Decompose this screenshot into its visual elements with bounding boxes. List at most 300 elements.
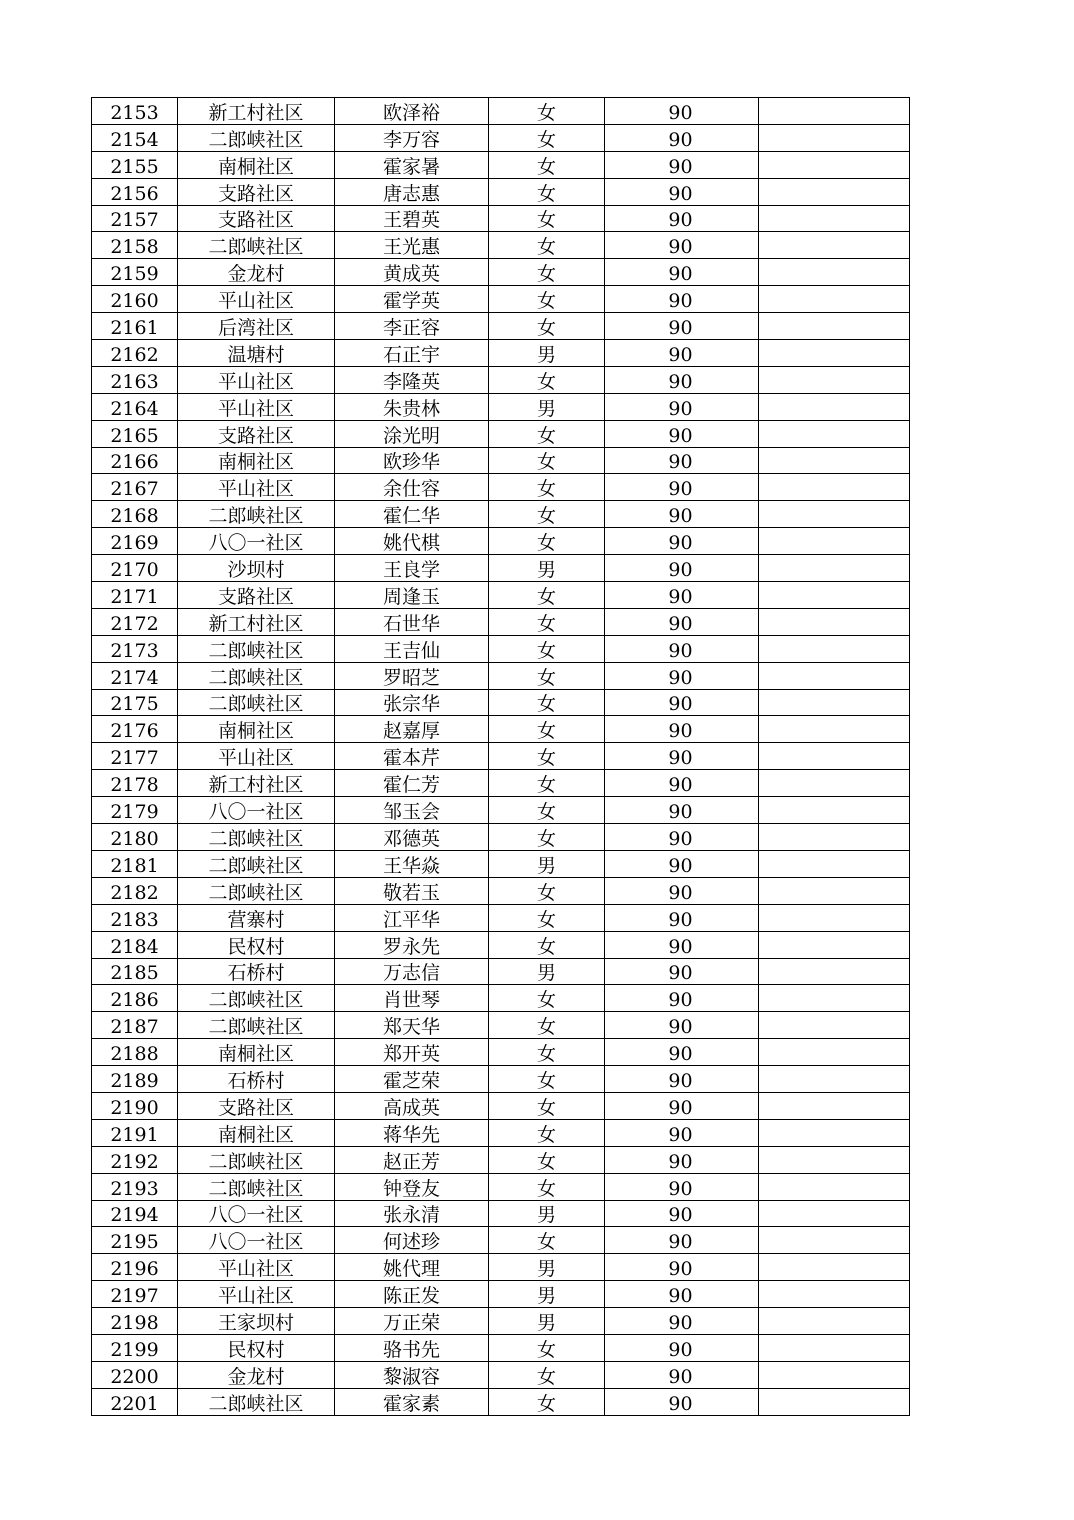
note-cell bbox=[759, 1281, 910, 1308]
gender-cell: 女 bbox=[489, 877, 605, 904]
serial-number-cell: 2200 bbox=[92, 1361, 178, 1388]
community-cell: 支路社区 bbox=[178, 178, 335, 205]
serial-number-cell: 2175 bbox=[92, 689, 178, 716]
table-row bbox=[92, 608, 910, 635]
age-cell: 90 bbox=[605, 286, 759, 313]
note-cell bbox=[759, 1254, 910, 1281]
note-cell bbox=[759, 635, 910, 662]
note-cell bbox=[759, 1119, 910, 1146]
table-row bbox=[92, 877, 910, 904]
table-row bbox=[92, 1308, 910, 1335]
community-cell: 二郎峡社区 bbox=[178, 501, 335, 528]
age-cell: 90 bbox=[605, 259, 759, 286]
person-name-cell: 朱贵林 bbox=[335, 393, 489, 420]
age-cell: 90 bbox=[605, 366, 759, 393]
serial-number-cell: 2191 bbox=[92, 1119, 178, 1146]
note-cell bbox=[759, 877, 910, 904]
note-cell bbox=[759, 205, 910, 232]
age-cell: 90 bbox=[605, 635, 759, 662]
serial-number-cell: 2157 bbox=[92, 205, 178, 232]
serial-number-cell: 2172 bbox=[92, 608, 178, 635]
table-row bbox=[92, 1227, 910, 1254]
gender-cell: 男 bbox=[489, 555, 605, 582]
gender-cell: 女 bbox=[489, 366, 605, 393]
person-name-cell: 邹玉会 bbox=[335, 797, 489, 824]
age-cell: 90 bbox=[605, 1361, 759, 1388]
community-cell: 后湾社区 bbox=[178, 313, 335, 340]
serial-number-cell: 2163 bbox=[92, 366, 178, 393]
person-name-cell: 张宗华 bbox=[335, 689, 489, 716]
table-row bbox=[92, 340, 910, 367]
age-cell: 90 bbox=[605, 850, 759, 877]
person-name-cell: 陈正发 bbox=[335, 1281, 489, 1308]
person-name-cell: 霍学英 bbox=[335, 286, 489, 313]
community-cell: 金龙村 bbox=[178, 1361, 335, 1388]
note-cell bbox=[759, 797, 910, 824]
person-name-cell: 霍仁华 bbox=[335, 501, 489, 528]
note-cell bbox=[759, 1361, 910, 1388]
serial-number-cell: 2179 bbox=[92, 797, 178, 824]
gender-cell: 女 bbox=[489, 1092, 605, 1119]
gender-cell: 女 bbox=[489, 205, 605, 232]
serial-number-cell: 2177 bbox=[92, 743, 178, 770]
note-cell bbox=[759, 528, 910, 555]
serial-number-cell: 2182 bbox=[92, 877, 178, 904]
table-row bbox=[92, 232, 910, 259]
gender-cell: 男 bbox=[489, 1200, 605, 1227]
table-row bbox=[92, 1361, 910, 1388]
note-cell bbox=[759, 1092, 910, 1119]
serial-number-cell: 2198 bbox=[92, 1308, 178, 1335]
gender-cell: 女 bbox=[489, 1039, 605, 1066]
person-name-cell: 黎淑容 bbox=[335, 1361, 489, 1388]
community-cell: 平山社区 bbox=[178, 286, 335, 313]
note-cell bbox=[759, 850, 910, 877]
community-cell: 王家坝村 bbox=[178, 1308, 335, 1335]
serial-number-cell: 2153 bbox=[92, 98, 178, 125]
serial-number-cell: 2158 bbox=[92, 232, 178, 259]
person-name-cell: 肖世琴 bbox=[335, 985, 489, 1012]
serial-number-cell: 2189 bbox=[92, 1066, 178, 1093]
serial-number-cell: 2176 bbox=[92, 716, 178, 743]
serial-number-cell: 2154 bbox=[92, 124, 178, 151]
person-name-cell: 江平华 bbox=[335, 904, 489, 931]
gender-cell: 女 bbox=[489, 1227, 605, 1254]
community-cell: 平山社区 bbox=[178, 393, 335, 420]
community-cell: 新工村社区 bbox=[178, 608, 335, 635]
community-cell: 金龙村 bbox=[178, 259, 335, 286]
gender-cell: 女 bbox=[489, 1388, 605, 1415]
note-cell bbox=[759, 582, 910, 609]
community-cell: 平山社区 bbox=[178, 366, 335, 393]
community-cell: 民权村 bbox=[178, 931, 335, 958]
person-name-cell: 霍家暑 bbox=[335, 151, 489, 178]
person-name-cell: 姚代棋 bbox=[335, 528, 489, 555]
gender-cell: 女 bbox=[489, 313, 605, 340]
table-row bbox=[92, 743, 910, 770]
note-cell bbox=[759, 1388, 910, 1415]
age-cell: 90 bbox=[605, 447, 759, 474]
table-row bbox=[92, 1039, 910, 1066]
community-cell: 二郎峡社区 bbox=[178, 877, 335, 904]
table-row bbox=[92, 1012, 910, 1039]
serial-number-cell: 2196 bbox=[92, 1254, 178, 1281]
community-cell: 南桐社区 bbox=[178, 716, 335, 743]
person-name-cell: 万志信 bbox=[335, 958, 489, 985]
gender-cell: 女 bbox=[489, 662, 605, 689]
community-cell: 南桐社区 bbox=[178, 447, 335, 474]
community-cell: 二郎峡社区 bbox=[178, 985, 335, 1012]
age-cell: 90 bbox=[605, 232, 759, 259]
community-cell: 二郎峡社区 bbox=[178, 635, 335, 662]
serial-number-cell: 2161 bbox=[92, 313, 178, 340]
age-cell: 90 bbox=[605, 904, 759, 931]
age-cell: 90 bbox=[605, 958, 759, 985]
gender-cell: 女 bbox=[489, 286, 605, 313]
serial-number-cell: 2160 bbox=[92, 286, 178, 313]
table-row bbox=[92, 151, 910, 178]
gender-cell: 女 bbox=[489, 689, 605, 716]
age-cell: 90 bbox=[605, 501, 759, 528]
table-row bbox=[92, 501, 910, 528]
table-row bbox=[92, 824, 910, 851]
table-row bbox=[92, 797, 910, 824]
community-cell: 二郎峡社区 bbox=[178, 1012, 335, 1039]
age-cell: 90 bbox=[605, 582, 759, 609]
person-name-cell: 霍本芹 bbox=[335, 743, 489, 770]
age-cell: 90 bbox=[605, 689, 759, 716]
gender-cell: 女 bbox=[489, 716, 605, 743]
note-cell bbox=[759, 958, 910, 985]
age-cell: 90 bbox=[605, 1066, 759, 1093]
serial-number-cell: 2170 bbox=[92, 555, 178, 582]
table-row bbox=[92, 286, 910, 313]
person-name-cell: 姚代理 bbox=[335, 1254, 489, 1281]
person-name-cell: 赵正芳 bbox=[335, 1146, 489, 1173]
community-cell: 沙坝村 bbox=[178, 555, 335, 582]
table-row bbox=[92, 662, 910, 689]
table-row bbox=[92, 689, 910, 716]
roster-table bbox=[91, 97, 910, 1416]
community-cell: 二郎峡社区 bbox=[178, 1388, 335, 1415]
note-cell bbox=[759, 1039, 910, 1066]
serial-number-cell: 2171 bbox=[92, 582, 178, 609]
person-name-cell: 郑天华 bbox=[335, 1012, 489, 1039]
community-cell: 二郎峡社区 bbox=[178, 124, 335, 151]
community-cell: 二郎峡社区 bbox=[178, 662, 335, 689]
note-cell bbox=[759, 985, 910, 1012]
note-cell bbox=[759, 1227, 910, 1254]
person-name-cell: 蒋华先 bbox=[335, 1119, 489, 1146]
age-cell: 90 bbox=[605, 474, 759, 501]
age-cell: 90 bbox=[605, 716, 759, 743]
note-cell bbox=[759, 393, 910, 420]
age-cell: 90 bbox=[605, 420, 759, 447]
person-name-cell: 高成英 bbox=[335, 1092, 489, 1119]
person-name-cell: 欧珍华 bbox=[335, 447, 489, 474]
gender-cell: 女 bbox=[489, 1119, 605, 1146]
serial-number-cell: 2174 bbox=[92, 662, 178, 689]
serial-number-cell: 2188 bbox=[92, 1039, 178, 1066]
serial-number-cell: 2185 bbox=[92, 958, 178, 985]
note-cell bbox=[759, 313, 910, 340]
note-cell bbox=[759, 1200, 910, 1227]
note-cell bbox=[759, 98, 910, 125]
gender-cell: 女 bbox=[489, 1012, 605, 1039]
table-row bbox=[92, 985, 910, 1012]
community-cell: 二郎峡社区 bbox=[178, 1173, 335, 1200]
serial-number-cell: 2178 bbox=[92, 770, 178, 797]
table-row bbox=[92, 958, 910, 985]
note-cell bbox=[759, 1012, 910, 1039]
note-cell bbox=[759, 904, 910, 931]
age-cell: 90 bbox=[605, 662, 759, 689]
serial-number-cell: 2184 bbox=[92, 931, 178, 958]
age-cell: 90 bbox=[605, 555, 759, 582]
table-row bbox=[92, 904, 910, 931]
community-cell: 八〇一社区 bbox=[178, 1227, 335, 1254]
table-row bbox=[92, 474, 910, 501]
age-cell: 90 bbox=[605, 98, 759, 125]
age-cell: 90 bbox=[605, 1146, 759, 1173]
person-name-cell: 何述珍 bbox=[335, 1227, 489, 1254]
table-row bbox=[92, 1173, 910, 1200]
serial-number-cell: 2162 bbox=[92, 340, 178, 367]
table-row bbox=[92, 393, 910, 420]
table-row bbox=[92, 420, 910, 447]
age-cell: 90 bbox=[605, 1119, 759, 1146]
person-name-cell: 霍家素 bbox=[335, 1388, 489, 1415]
person-name-cell: 霍芝荣 bbox=[335, 1066, 489, 1093]
age-cell: 90 bbox=[605, 877, 759, 904]
gender-cell: 女 bbox=[489, 124, 605, 151]
note-cell bbox=[759, 259, 910, 286]
note-cell bbox=[759, 1066, 910, 1093]
note-cell bbox=[759, 447, 910, 474]
note-cell bbox=[759, 286, 910, 313]
person-name-cell: 李隆英 bbox=[335, 366, 489, 393]
person-name-cell: 罗永先 bbox=[335, 931, 489, 958]
age-cell: 90 bbox=[605, 1012, 759, 1039]
note-cell bbox=[759, 824, 910, 851]
gender-cell: 女 bbox=[489, 474, 605, 501]
gender-cell: 女 bbox=[489, 1173, 605, 1200]
age-cell: 90 bbox=[605, 1092, 759, 1119]
serial-number-cell: 2201 bbox=[92, 1388, 178, 1415]
age-cell: 90 bbox=[605, 313, 759, 340]
age-cell: 90 bbox=[605, 1254, 759, 1281]
person-name-cell: 王碧英 bbox=[335, 205, 489, 232]
table-row bbox=[92, 1334, 910, 1361]
gender-cell: 女 bbox=[489, 582, 605, 609]
person-name-cell: 霍仁芳 bbox=[335, 770, 489, 797]
community-cell: 石桥村 bbox=[178, 1066, 335, 1093]
community-cell: 南桐社区 bbox=[178, 1039, 335, 1066]
person-name-cell: 欧泽裕 bbox=[335, 98, 489, 125]
table-row bbox=[92, 1388, 910, 1415]
serial-number-cell: 2197 bbox=[92, 1281, 178, 1308]
table-row bbox=[92, 124, 910, 151]
table-row bbox=[92, 931, 910, 958]
gender-cell: 女 bbox=[489, 904, 605, 931]
note-cell bbox=[759, 232, 910, 259]
table-row bbox=[92, 1200, 910, 1227]
note-cell bbox=[759, 474, 910, 501]
note-cell bbox=[759, 1308, 910, 1335]
note-cell bbox=[759, 662, 910, 689]
person-name-cell: 涂光明 bbox=[335, 420, 489, 447]
table-row bbox=[92, 178, 910, 205]
community-cell: 南桐社区 bbox=[178, 1119, 335, 1146]
community-cell: 二郎峡社区 bbox=[178, 1146, 335, 1173]
community-cell: 民权村 bbox=[178, 1334, 335, 1361]
person-name-cell: 郑开英 bbox=[335, 1039, 489, 1066]
community-cell: 支路社区 bbox=[178, 420, 335, 447]
age-cell: 90 bbox=[605, 1039, 759, 1066]
age-cell: 90 bbox=[605, 1308, 759, 1335]
serial-number-cell: 2199 bbox=[92, 1334, 178, 1361]
serial-number-cell: 2156 bbox=[92, 178, 178, 205]
gender-cell: 女 bbox=[489, 528, 605, 555]
note-cell bbox=[759, 1334, 910, 1361]
age-cell: 90 bbox=[605, 770, 759, 797]
gender-cell: 女 bbox=[489, 635, 605, 662]
gender-cell: 女 bbox=[489, 608, 605, 635]
gender-cell: 女 bbox=[489, 98, 605, 125]
community-cell: 二郎峡社区 bbox=[178, 824, 335, 851]
gender-cell: 女 bbox=[489, 1334, 605, 1361]
age-cell: 90 bbox=[605, 178, 759, 205]
gender-cell: 女 bbox=[489, 1146, 605, 1173]
gender-cell: 男 bbox=[489, 850, 605, 877]
age-cell: 90 bbox=[605, 1173, 759, 1200]
community-cell: 二郎峡社区 bbox=[178, 850, 335, 877]
serial-number-cell: 2190 bbox=[92, 1092, 178, 1119]
community-cell: 新工村社区 bbox=[178, 770, 335, 797]
table-row bbox=[92, 555, 910, 582]
serial-number-cell: 2155 bbox=[92, 151, 178, 178]
table-row bbox=[92, 850, 910, 877]
gender-cell: 女 bbox=[489, 151, 605, 178]
gender-cell: 女 bbox=[489, 420, 605, 447]
note-cell bbox=[759, 1173, 910, 1200]
serial-number-cell: 2164 bbox=[92, 393, 178, 420]
serial-number-cell: 2168 bbox=[92, 501, 178, 528]
serial-number-cell: 2166 bbox=[92, 447, 178, 474]
community-cell: 八〇一社区 bbox=[178, 797, 335, 824]
table-row bbox=[92, 1066, 910, 1093]
table-row bbox=[92, 1254, 910, 1281]
table-row bbox=[92, 313, 910, 340]
age-cell: 90 bbox=[605, 151, 759, 178]
person-name-cell: 王吉仙 bbox=[335, 635, 489, 662]
serial-number-cell: 2192 bbox=[92, 1146, 178, 1173]
note-cell bbox=[759, 178, 910, 205]
table-row bbox=[92, 1146, 910, 1173]
age-cell: 90 bbox=[605, 528, 759, 555]
community-cell: 南桐社区 bbox=[178, 151, 335, 178]
person-name-cell: 余仕容 bbox=[335, 474, 489, 501]
gender-cell: 女 bbox=[489, 797, 605, 824]
gender-cell: 男 bbox=[489, 958, 605, 985]
note-cell bbox=[759, 743, 910, 770]
note-cell bbox=[759, 608, 910, 635]
person-name-cell: 唐志惠 bbox=[335, 178, 489, 205]
age-cell: 90 bbox=[605, 985, 759, 1012]
serial-number-cell: 2173 bbox=[92, 635, 178, 662]
table-row bbox=[92, 582, 910, 609]
person-name-cell: 罗昭芝 bbox=[335, 662, 489, 689]
age-cell: 90 bbox=[605, 124, 759, 151]
community-cell: 二郎峡社区 bbox=[178, 689, 335, 716]
gender-cell: 男 bbox=[489, 1254, 605, 1281]
person-name-cell: 黄成英 bbox=[335, 259, 489, 286]
age-cell: 90 bbox=[605, 205, 759, 232]
age-cell: 90 bbox=[605, 608, 759, 635]
gender-cell: 女 bbox=[489, 501, 605, 528]
serial-number-cell: 2180 bbox=[92, 824, 178, 851]
table-row bbox=[92, 635, 910, 662]
person-name-cell: 石正宇 bbox=[335, 340, 489, 367]
gender-cell: 男 bbox=[489, 393, 605, 420]
roster-table-body bbox=[92, 98, 910, 1416]
community-cell: 支路社区 bbox=[178, 205, 335, 232]
community-cell: 平山社区 bbox=[178, 1254, 335, 1281]
community-cell: 石桥村 bbox=[178, 958, 335, 985]
table-row bbox=[92, 1119, 910, 1146]
age-cell: 90 bbox=[605, 743, 759, 770]
person-name-cell: 张永清 bbox=[335, 1200, 489, 1227]
serial-number-cell: 2186 bbox=[92, 985, 178, 1012]
serial-number-cell: 2167 bbox=[92, 474, 178, 501]
table-row bbox=[92, 98, 910, 125]
note-cell bbox=[759, 420, 910, 447]
community-cell: 支路社区 bbox=[178, 582, 335, 609]
community-cell: 平山社区 bbox=[178, 743, 335, 770]
person-name-cell: 赵嘉厚 bbox=[335, 716, 489, 743]
age-cell: 90 bbox=[605, 1227, 759, 1254]
serial-number-cell: 2181 bbox=[92, 850, 178, 877]
table-row bbox=[92, 259, 910, 286]
age-cell: 90 bbox=[605, 1334, 759, 1361]
person-name-cell: 王良学 bbox=[335, 555, 489, 582]
community-cell: 二郎峡社区 bbox=[178, 232, 335, 259]
age-cell: 90 bbox=[605, 340, 759, 367]
note-cell bbox=[759, 501, 910, 528]
note-cell bbox=[759, 689, 910, 716]
table-row bbox=[92, 1281, 910, 1308]
gender-cell: 男 bbox=[489, 1308, 605, 1335]
gender-cell: 女 bbox=[489, 259, 605, 286]
person-name-cell: 骆书先 bbox=[335, 1334, 489, 1361]
serial-number-cell: 2159 bbox=[92, 259, 178, 286]
person-name-cell: 李正容 bbox=[335, 313, 489, 340]
table-row bbox=[92, 366, 910, 393]
note-cell bbox=[759, 770, 910, 797]
table-row bbox=[92, 770, 910, 797]
gender-cell: 女 bbox=[489, 1361, 605, 1388]
age-cell: 90 bbox=[605, 1200, 759, 1227]
gender-cell: 女 bbox=[489, 770, 605, 797]
age-cell: 90 bbox=[605, 393, 759, 420]
age-cell: 90 bbox=[605, 824, 759, 851]
person-name-cell: 钟登友 bbox=[335, 1173, 489, 1200]
age-cell: 90 bbox=[605, 1281, 759, 1308]
gender-cell: 男 bbox=[489, 1281, 605, 1308]
serial-number-cell: 2183 bbox=[92, 904, 178, 931]
community-cell: 新工村社区 bbox=[178, 98, 335, 125]
community-cell: 八〇一社区 bbox=[178, 1200, 335, 1227]
